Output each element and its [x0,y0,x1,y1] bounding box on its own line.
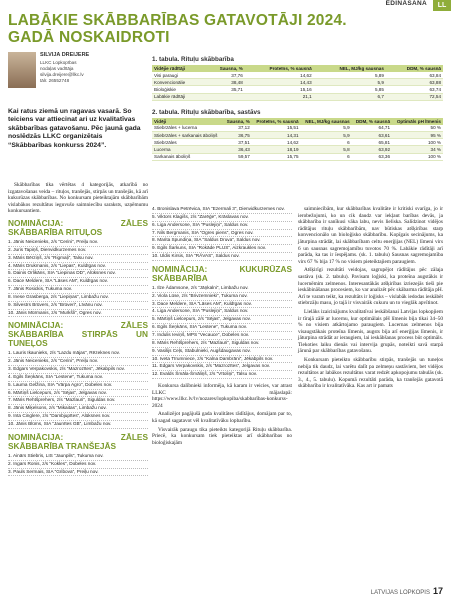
table-row [152,86,443,93]
table-cell: 63,36 [352,153,392,160]
list-item: 7. Jānis Rosickis, Tukuma nov. [8,286,148,294]
list-item: 5. Lauma Gelžina, SIA “Vārpa Agro”, Dobeles nov. [8,382,148,390]
list-item: 3. Pauls Sermais, SIA “Gribova”, Preiļu nov. [8,469,148,477]
table-cell: 63,61 [352,131,392,138]
section-label: ĒDINĀŠANA [385,0,427,7]
list-item: 3. Māris Bērziņš, z/s “Rigmaļi”, Talsu nov. [8,255,148,263]
table-cell: 6 [301,139,352,146]
table-2 [152,118,443,161]
list-item: 8. Jānis Miķelsons, z/s “Mikaitas”, Limbažu nov. [8,405,148,413]
list-item: 2. Jānis Neicenieks, z/s “Cerini”, Preiļu nov. [8,358,148,366]
column-header: Sausna, % [205,65,245,72]
table-cell: 36,43 [223,146,252,153]
table-cell: 14,43 [245,79,314,86]
list-item: 8. Inese Grasberga, z/s “Liepiņas”, Limbažu nov. [8,294,148,302]
column-header: Proteīns, % sausnā [245,65,314,72]
table-cell: 15,16 [245,86,314,93]
column-header: NEL, MJ/kg sausnas [301,118,352,125]
table-cell: 100 % [392,153,443,160]
table-cell: 6 [301,153,352,160]
table-cell: 37,51 [223,139,252,146]
list-item: 11. Edgars Verpakovskis, z/s “Mazrozītes”, Jelgavas nov. [152,363,292,371]
table-1-block [152,56,443,161]
table-row [152,79,443,86]
list-item: 2. Ingars Ronis, z/s “Kokles”, Dobeles nov. [8,461,148,469]
section-badge: LL [433,0,451,11]
list-item: 2. Viola Lūse, z/s “Brivzemnieki”, Tukuma nov. [152,293,292,301]
list-item: 4. Liga Andersone, SIA “Puslejiņi”, Saldus nov. [152,308,292,316]
table-row [152,131,443,138]
table-cell: 5,9 [301,131,352,138]
column-header: Sausna, % [223,118,252,125]
body-paragraph: Visvairāk paraugu tika pieteikts kategorijā Rituļu skābbarība. Priecē, ka konkursam tiek pieteiktas arī skābbarības no bioloģiskajām [152,426,292,446]
list-item: 8. Māris Rehtšprehers, z/s “Mazlauri”, Siguldas nov. [152,340,292,348]
author-detail-line: nodaļas vadītāja [40,66,74,71]
table-cell: Visi paraugi [152,72,205,79]
table-cell: 5,89 [314,72,386,79]
list-item: 1. Lauris Ikaunieks, z/s “Lazdu mājas”, Rēzeknes nov. [8,350,148,358]
table-cell: Lucerna [152,146,223,153]
list-item: 4. Bronislava Petrēvica, SIA “Ezermali 3”, Dienvidkurzemes nov. [152,206,292,214]
table-cell: 72,54 [386,93,443,100]
list-item: 1. Ainārs Stiebris, LIS “Jaunpils”, Tukuma nov. [8,453,148,461]
nomination-list [8,453,148,477]
list-item: 10. Jānis Blūms, SIA “Jaunītes GB”, Limbažu nov. [8,421,148,429]
table-row [152,72,443,79]
page-number: 17 [432,586,443,596]
list-item: 9. Inta Cinglere, z/s “Dambjupītes”, Alūksnes nov. [8,413,148,421]
table-cell: 64,71 [352,125,392,132]
column-header: Proteīns, % sausnā [252,118,301,125]
table-row [152,93,443,100]
list-item: 12. Evalds Šmāla-Šmāliņš, z/s “Vītoliņi”, Talsu nov. [152,371,292,379]
list-item: 3. Dace Meldere, SIA “Lāses AM”, Kuldīgas nov. [152,301,292,309]
intro-paragraph: Skābbarības tika vērtētas 4 kategorijās, atkarībā no izgatavošanas veida – rituļos, tranšejās, stirpās un tranšejās, kā arī kukurūzas skābbarības. No konkursam pieteiktajām skābbarībām vislabākos rezultātus ieguvušo saimniecību saraksts, uzņēmumu konkursantiem. [8,182,148,215]
table-cell: 36,75 [223,131,252,138]
column-header: Vidējie rādītāji [152,65,205,72]
table-cell: 65,81 [352,139,392,146]
list-item: 5. Viktors Klagišs, z/s “Zarēģe”, Krāslavas nov. [152,214,292,222]
table-cell: 63,88 [386,79,443,86]
column-2 [152,206,292,448]
list-item: 4. Māris Drukmanis, z/s “Liepas”, Kuldīgas nov. [8,263,148,271]
author-photo [8,52,36,88]
table-cell: 35,71 [205,86,245,93]
table-cell: 5,85 [314,86,386,93]
nomination-title: NOMINĀCIJA: ZĀLES SKĀBBARĪBA STIRPĀS UN TUNEĻOS [8,320,148,349]
list-item: 7. Nils Bergmanis, SIA “Ogres piens”, Ogres nov. [152,230,292,238]
list-item: 7. Indulis Ieviņš, MPS “Vecauce”, Dobeles nov. [152,332,292,340]
nomination-title: NOMINĀCIJA: ZĀLES SKĀBBARĪBA RITUĻOS [8,217,148,237]
list-item: 5. Mārtiņš Lielcepurs, z/s “Sējas”, Jelgavas nov. [152,316,292,324]
table-cell: 15,75 [252,153,301,160]
table-cell: Sarkanais āboliņš [152,153,223,160]
body-paragraph: Konkursam pieteikto skābbarību stirpās, tranšejās un tuneļos nebija tik daudz, lai varētu dalīt pa zelmeņu sastāviem, bet vidējos rezultātos ar labākos rezultātus varat redzēt apkopojumu tabulās (sk. 3., 4., 5. tabulu). Kopumā rezultāti parāda, ka tranšejās gatavotā skābbarība ir kvalitatīvāka. Kas art ir pamats [298,357,443,390]
list-item: 4. Egils Šeņkāns, SIA “Lestene”, Tukuma nov. [8,374,148,382]
lead-paragraph: Kai ratus ziemā un ragavas vasarā. So teiciens var attiecinat ari uz kvalitatīvas skābbarības gatavošanu. Pēc jaunā gada noslēdzās LLKC organizētais “Skābbarības konkurss 2024”. [8,108,141,149]
column-header: Optimāls pH līmenis [392,118,443,125]
table-cell: 38,48 [205,79,245,86]
table-cell: 14,62 [245,72,314,79]
page-footer [371,586,443,596]
body-paragraph: Lielāks izaicinājums kvalitatīvai ieskābšanai Latvijas lopkopjiem ir tīrajā zālē ar lucernu, kur optimālais pH līmenis bija tikai 34–50 % no visiem atkārtojamo paraugiem. Lucernas zelmenos bija visaugstākais proteīna līmenis, augsts bija arī enerģijas līmenis, ir jāturpina strādāt ar ieraugiem, lai ieskābšanas process būt optimāls. Tiekoties laiku dienās vai intervija grupās, noteikti savā starpā jārunā par skābbarības gatavošanu. [298,308,443,355]
column-header: DDM, % sausnā [352,118,392,125]
table-cell: 6,7 [314,93,386,100]
table-cell: 5,8 [301,146,352,153]
table-cell: 63,84 [386,72,443,79]
table-cell: 37,12 [223,125,252,132]
list-item: 8. Marita Spundiņa, SIA “Saldus Druva”, Saldus nov. [152,237,292,245]
column-1 [8,182,148,476]
column-header: NEL, MJ/kg sausnas [314,65,386,72]
nomination-list [8,350,148,428]
table-cell: 100 % [392,139,443,146]
nomination-title: NOMINĀCIJA: ZĀLES SKĀBBARĪBA TRANŠEJĀS [8,431,148,451]
table-cell: 37,76 [205,72,245,79]
nomination-list [152,206,292,261]
body-paragraph: saimniecībām, kur skābbarības kvalitāte ir kritiski svarīga, jo ir ierobežojumi, ko un cik daudz var iekļaut barības devās, ja skābbarība ir sanīkusi vāka labu, nevis lieliska. Salīdzinot vidējos rādītājus rituļu skābbarībām, nav būtiskas atšķirības starp konvencionālo un bioloģisko skābbarību. Kopīgais secinājums, ka jāturpina strādāt, lai skābbarībam celtu enerģijas (NEL) līmeni virs 6 un sausnas sagremojamību tuvotos 70 %. Labākie rādītāji arī parāda, ka tas ir īespējams. (sk. 1. tabulu) Sausnas sagremojamība virs 67 % bija 17 % no visiem pieteiktajiem paraugiem. [298,206,443,265]
table-cell: Stiebrzāles + sarkanais āboliņš [152,131,223,138]
author-detail-line: LLKC Lopkopības [40,60,77,65]
list-item: 2. Juris Tapiņš, Dienvidkurzemes nov. [8,247,148,255]
table-title: 2. tabula. Rituļu skābbarība, sastāvs [152,108,261,116]
table-row [152,153,443,160]
table-cell: 5,9 [314,79,386,86]
table-row [152,139,443,146]
nomination-list [8,239,148,317]
list-item: 10. Iveta Tīrumniece, z/s “Kalna Dambrāni”, Jēkabpils nov. [152,356,292,364]
list-item: 9. Silvestrs Brūvers, z/s “Brūveri”, Līvānu nov. [8,302,148,310]
table-cell [205,93,245,100]
table-cell: 18,19 [252,146,301,153]
author-name: SILVIJA DREIJERE [40,52,90,58]
list-item: 6. Dace Meldere, SIA “Lāses AM”, Kuldīgas nov. [8,278,148,286]
magazine-name: LATVIJAS LOPKOPIS [370,590,430,596]
table-cell: Stiebrzāles [152,139,223,146]
top-bar [0,0,451,9]
list-item: 9. Vasilijs Ceļs, Stabulnieki, Augšdaugavas nov. [152,348,292,356]
author-email: silvija.dreijere@llkc.lv [40,72,84,77]
table-cell: Labākie rādītāji [152,93,205,100]
list-item: 6. Mārtiņš Lielcepurs, z/s “Sējas”, Jelgavas nov. [8,390,148,398]
table-cell: 63,92 [352,146,392,153]
table-cell: 63,74 [386,86,443,93]
list-item: 7. Māris Rehtšprehers, z/s “Mazlauri”, Siguldas nov. [8,397,148,405]
table-cell: 15,51 [252,125,301,132]
list-item: 6. Liga Andersone, SIA “Puslejiņi”, Saldus nov. [152,222,292,230]
body-paragraph: Atšķirīgi rezultāti veidojas, sagrupējot rādītājus pēc zālaja sastāva (sk. 2. tabulu). Pavisam loģiski, ka proteīna augstākis ir lucernēmim zelmenos. Interesantākās atšķirības izriezejās tieši pie ieskābināšanas procesiem, ko var analizēt pēc skābarma rādītāja pH. Arī te varam teikt, ka rezultāts ir loģisks – vislabāk iedodas ieskābēt stiebrzāļu masu, jo tajā ir visvairāk cukuru un to vieglāk apvītinot. [298,267,444,307]
table-cell: 14,62 [252,139,301,146]
table-cell: 95 % [392,131,443,138]
column-3 [298,206,443,392]
table-cell: Stiebrzāles + lucerna [152,125,223,132]
table-row [152,146,443,153]
table-cell: Konvencionālie [152,79,205,86]
table-row [152,125,443,132]
table-title: 1. tabula. Rituļu skābbarība [152,56,234,63]
table-cell: 14,31 [252,131,301,138]
body-paragraph: Konkursa dalībnieki informēja, kā karam ir veicies, var atrast LLKC mājaslapā: https://www.llkc.lv/lv/nozares/lopkopiba/skabbarības-konkurss-2024 [152,383,292,409]
list-item: 10. Uldis Kirsis, SIA “RĀVAS”, Saldus nov. [152,253,292,261]
list-item: 10. Jānis Mūrmanis, z/s “Murkšli”, Ogres nov. [8,310,148,318]
table-cell: 21,1 [245,93,314,100]
table-cell: 34 % [392,146,443,153]
article-headline: LABĀKIE SKĀBBARĪBAS GATAVOTĀJI 2024. GADĀ NOSKAIDROTI [8,12,347,46]
column-header: DDM, % sausnā [386,65,443,72]
table-cell: 5,9 [301,125,352,132]
list-item: 1. Jānis Neicenieks, z/s “Cerini”, Preiļu nov. [8,239,148,247]
author-box [8,52,144,108]
body-paragraph: Analizējot pagājušā gada kvalitātes rādītājus, domājam par to, kā sagad sagatavot vēl kvalitatīvāku lopbarību. [152,411,292,424]
table-1 [152,65,443,101]
nomination-title: NOMINĀCIJA: KUKURŪZAS SKĀBBARĪBA [152,263,292,283]
table-cell: 59,57 [223,153,252,160]
list-item: 9. Egils Šarkuns, SIA “Rokāde PLUS”, Aizkraukles nov. [152,245,292,253]
list-item: 1. Ilze Ādamsone, z/s “Jāņkalni”, Limbažu nov. [152,285,292,293]
list-item: 5. Dainis Orlikāns, SIA “Liepinas DD”, Alūksnes nov. [8,270,148,278]
table-cell: Bioloģiskie [152,86,205,93]
column-header: Vidēji [152,118,223,125]
nomination-list [152,285,292,379]
table-cell: 50 % [392,125,443,132]
list-item: 6. Egils Šeņkāns, SIA “Lestene”, Tukuma nov. [152,324,292,332]
author-phone: tālr. 26552748 [40,78,70,83]
list-item: 3. Edgars Verpakovskis, z/s “Mazrozītes”, Jēkabpils nov. [8,366,148,374]
author-details [40,60,140,84]
